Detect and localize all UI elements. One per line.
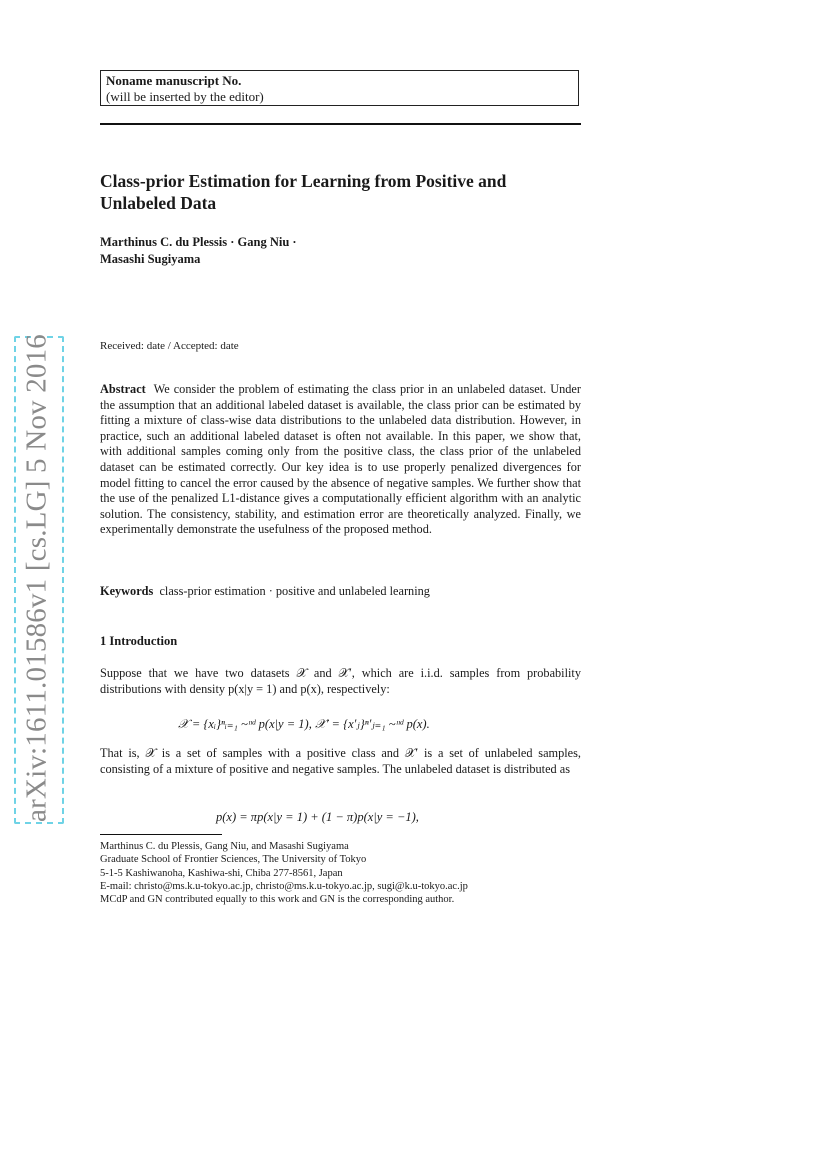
- keywords-text: class-prior estimation · positive and unlabeled learning: [159, 584, 430, 598]
- footnote-authors: Marthinus C. du Plessis, Gang Niu, and Masashi Sugiyama: [100, 841, 349, 852]
- keywords: [100, 584, 581, 599]
- intro-paragraph-1: Suppose that we have two datasets 𝒳 and 𝒳′, which are i.i.d. samples from probability distributions with density p(x|y = 1) and p(x), respectively:: [100, 666, 581, 696]
- editor-note-box: [100, 70, 579, 106]
- footnote-address: 5-1-5 Kashiwanoha, Kashiwa-shi, Chiba 277-8561, Japan: [100, 867, 343, 879]
- editor-note: (will be inserted by the editor): [106, 89, 264, 104]
- authors-line-2: Masashi Sugiyama: [100, 252, 201, 266]
- keywords-label: Keywords: [100, 584, 154, 598]
- footnote-contribution: MCdP and GN contributed equally to this work and GN is the corresponding author.: [100, 894, 455, 906]
- arxiv-identifier: arXiv:1611.01586v1 [cs.LG] 5 Nov 2016: [20, 334, 53, 822]
- footnote-institution: Graduate School of Frontier Sciences, The University of Tokyo: [100, 854, 367, 866]
- abstract-text: We consider the problem of estimating the class prior in an unlabeled dataset. Under the assumption that an additional labeled dataset is available, the class prior can be estimated by fitting a mixture of class-wise data distributions to the unlabeled data distribution. However, in practice, such an additional labeled dataset is often not available. In this paper, we show that, with additional samples coming only from the positive class, the class prior of the unlabeled dataset can be estimated correctly. Our key idea is to use properly penalized divergences for model fitting to cancel the error caused by the absence of negative samples. We further show that the use of the penalized L1-distance gives a computationally efficient algorithm with an analytic solution. The consistency, stability, and estimation error are theoretically analyzed. Finally, we experimentally demonstrate the usefulness of the proposed method.: [100, 382, 581, 537]
- footnote-email: E-mail: christo@ms.k.u-tokyo.ac.jp, christo@ms.k.u-tokyo.ac.jp, sugi@k.u-tokyo.ac.jp: [100, 880, 468, 892]
- manuscript-number: Noname manuscript No.: [106, 73, 242, 88]
- received-date: Received: date / Accepted: date: [100, 340, 239, 352]
- abstract: [100, 382, 581, 538]
- section-heading: 1 Introduction: [100, 634, 178, 648]
- affiliation-footnote: [100, 840, 581, 906]
- footnote-rule: [100, 834, 222, 835]
- paper-title: Class-prior Estimation for Learning from Positive and Unlabeled Data: [100, 171, 507, 213]
- intro-paragraph-2: That is, 𝒳 is a set of samples with a positive class and 𝒳′ is a set of unlabeled samples, consisting of a mixture of positive and negative samples. The unlabeled dataset is distributed as: [100, 746, 581, 776]
- equation-mixture: p(x) = πp(x|y = 1) + (1 − π)p(x|y = −1),: [216, 810, 419, 824]
- abstract-label: Abstract: [100, 382, 146, 396]
- equation-datasets: 𝒳 = {xᵢ}ⁿᵢ₌₁ ~ᶦᶦᵈ p(x|y = 1), 𝒳′ = {x′ⱼ}ⁿ′ⱼ₌₁ ~ᶦᶦᵈ p(x).: [178, 717, 430, 731]
- authors-line-1: Marthinus C. du Plessis · Gang Niu ·: [100, 235, 297, 249]
- header-rule: [100, 123, 581, 125]
- author-list: [100, 234, 581, 268]
